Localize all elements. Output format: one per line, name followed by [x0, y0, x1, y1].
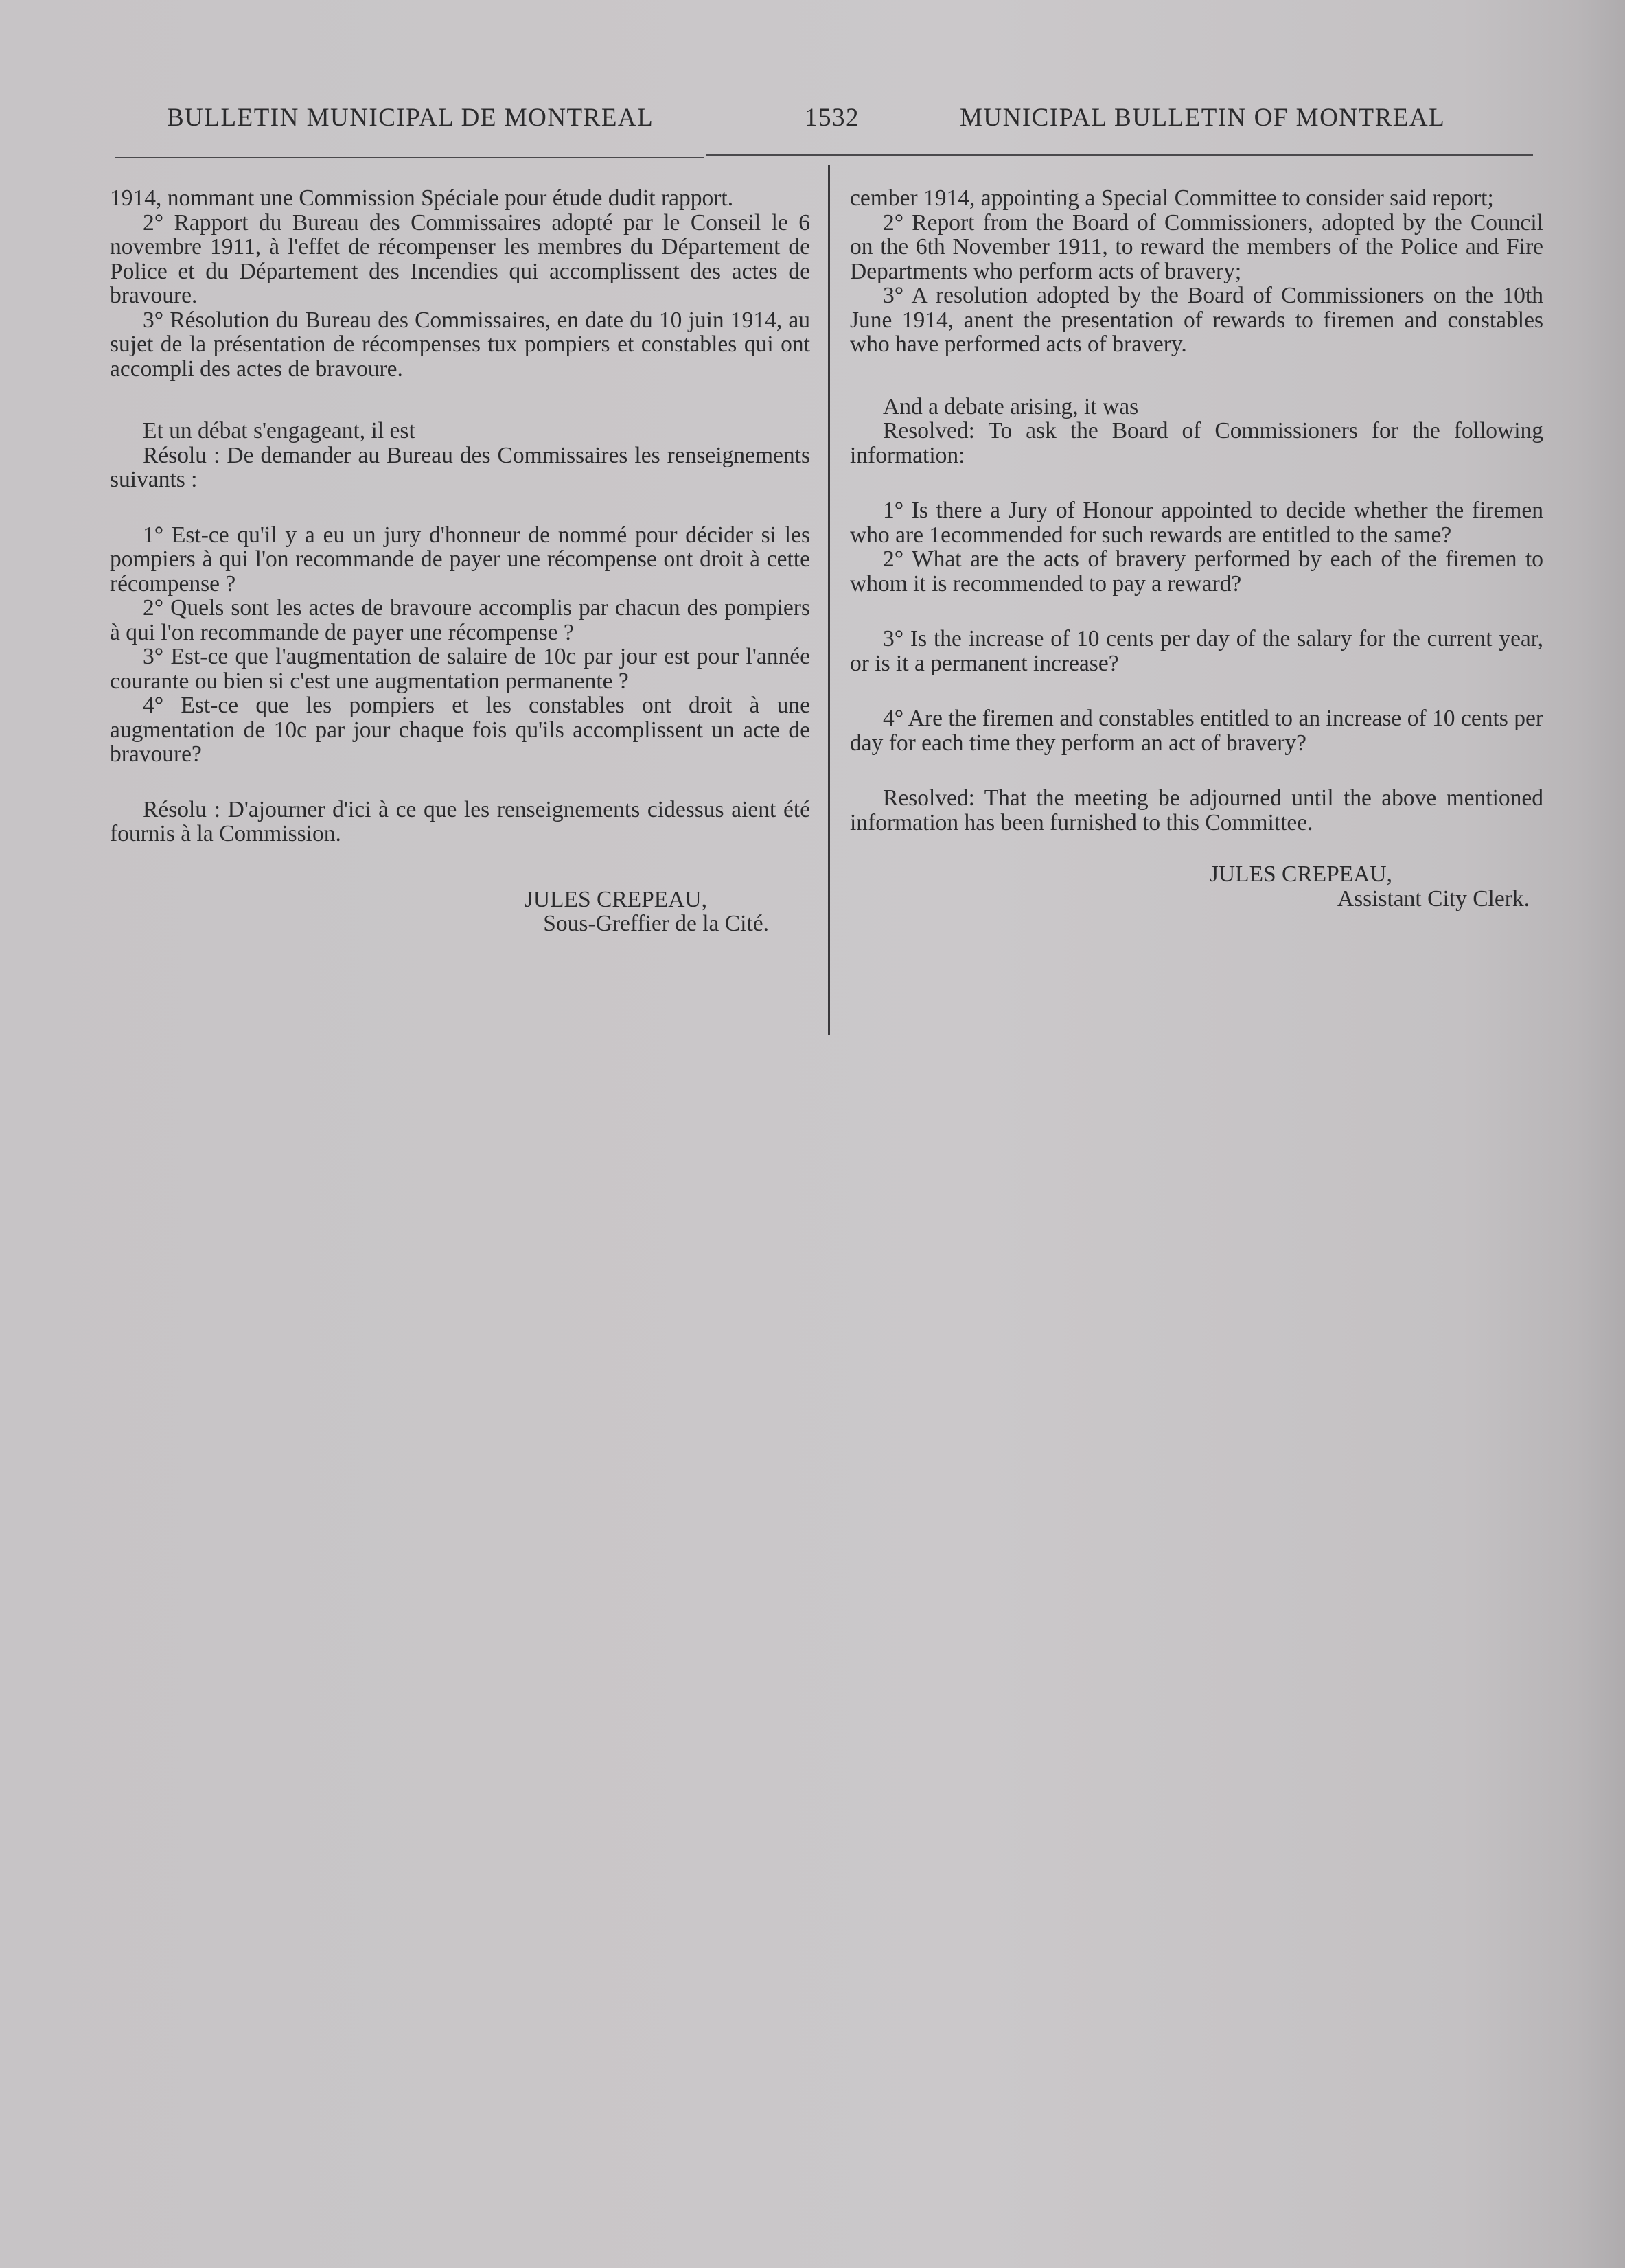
paragraph: Résolu : D'ajourner d'ici à ce que les renseignements cidessus aient été fournis à la Commission.: [110, 796, 810, 846]
paragraph: 3° A resolution adopted by the Board of Commissioners on the 10th June 1914, anent the presentation of rewards to firemen and constables who have performed acts of bravery.: [850, 283, 1543, 357]
signature-name: JULES CREPEAU,: [1209, 861, 1392, 887]
paragraph: 2° Rapport du Bureau des Commissaires adopté par le Conseil le 6 novembre 1911, à l'effet de récompenser les membres du Département de Police et du Département des Incendies qui accomplissent des actes de bravoure.: [110, 209, 810, 308]
signature-title: Sous-Greffier de la Cité.: [543, 911, 769, 936]
running-head-english: MUNICIPAL BULLETIN OF MONTREAL: [960, 104, 1446, 132]
list-item: 3° Est-ce que l'augmentation de salaire de 10c par jour est pour l'année courante ou bien si c'est une augmentation permanente ?: [110, 644, 810, 694]
list-item: 1° Is there a Jury of Honour appointed to decide whether the firemen who are 1ecommended for such rewards are entitled to the same?: [850, 498, 1543, 548]
paragraph: Resolved: That the meeting be adjourned until the above mentioned information has been furnished to this Committee.: [850, 785, 1543, 835]
paragraph: Resolved: To ask the Board of Commissioners for the following information:: [850, 418, 1543, 468]
page-number: 1532: [805, 104, 860, 132]
column-divider: [828, 165, 830, 1035]
paragraph: 2° Report from the Board of Commissioners, adopted by the Council on the 6th November 1911, to reward the members of the Police and Fire Departments who perform acts of bravery;: [850, 209, 1543, 284]
signature-title: Assistant City Clerk.: [1337, 886, 1530, 912]
list-item: 2° What are the acts of bravery performed by each of the firemen to whom it is recommended to pay a reward?: [850, 546, 1543, 597]
list-item: 1° Est-ce qu'il y a eu un jury d'honneur de nommé pour décider si les pompiers à qui l'on recommande de payer une récompense ont droit à cette récompense ?: [110, 522, 810, 597]
english-column: [850, 186, 1543, 911]
header-rule-left: [115, 157, 704, 158]
list-item: 4° Are the firemen and constables entitled to an increase of 10 cents per day for each time they perform an act of bravery?: [850, 706, 1543, 756]
paragraph: Et un débat s'engageant, il est: [143, 418, 415, 443]
paragraph: 1914, nommant une Commission Spéciale pour étude dudit rapport.: [110, 185, 734, 211]
list-item: 4° Est-ce que les pompiers et les constables ont droit à une augmentation de 10c par jour chaque fois qu'ils accomplissent un acte de bravoure?: [110, 693, 810, 767]
list-item: 3° Is the increase of 10 cents per day of the salary for the current year, or is it a permanent increase?: [850, 626, 1543, 676]
signature-name: JULES CREPEAU,: [524, 886, 707, 912]
french-column: [110, 186, 810, 936]
paragraph: And a debate arising, it was: [883, 393, 1139, 419]
header-rule-right: [706, 154, 1533, 156]
running-head-french: BULLETIN MUNICIPAL DE MONTREAL: [167, 104, 654, 132]
paragraph: 3° Résolution du Bureau des Commissaires, en date du 10 juin 1914, au sujet de la présentation de récompenses tux pompiers et constables qui ont accompli des actes de bravoure.: [110, 307, 810, 382]
paragraph: cember 1914, appointing a Special Committee to consider said report;: [850, 185, 1494, 211]
paragraph: Résolu : De demander au Bureau des Commissaires les renseignements suivants :: [110, 442, 810, 492]
list-item: 2° Quels sont les actes de bravoure accomplis par chacun des pompiers à qui l'on recommande de payer une récompense ?: [110, 595, 810, 645]
